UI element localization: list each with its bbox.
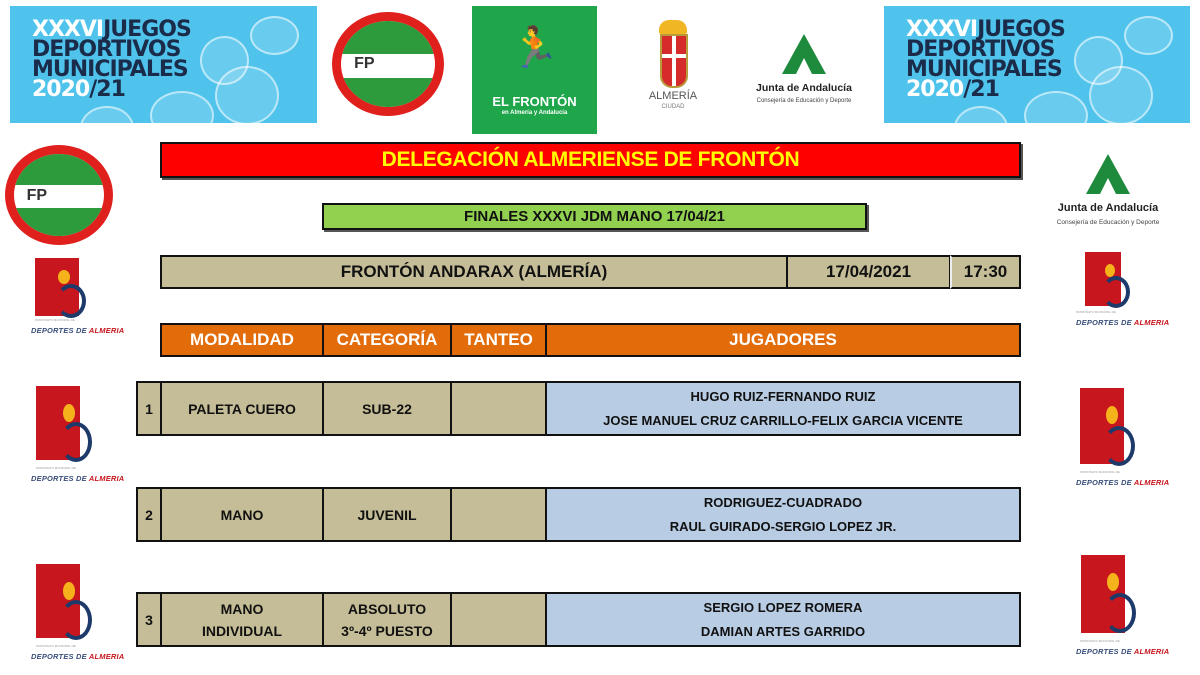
match-number: 1 <box>136 381 162 436</box>
patronato-deportes-logo: PATRONATO MUNICIPAL DE DEPORTES DE ALMERIA <box>8 564 128 664</box>
venue-name: FRONTÓN ANDARAX (ALMERÍA) <box>160 255 788 289</box>
venue-date: 17/04/2021 <box>786 255 951 289</box>
column-header-modalidad: MODALIDAD <box>160 323 324 357</box>
match-jugadores <box>545 592 1021 647</box>
jdm-banner-left <box>10 6 317 123</box>
player-icon: 🏃 <box>509 26 560 70</box>
column-header-tanteo: TANTEO <box>450 323 547 357</box>
player-pair: RODRIGUEZ-CUADRADO <box>703 494 863 510</box>
player-pair: SERGIO LOPEZ ROMERA <box>703 599 863 615</box>
match-categoria: SUB-22 <box>322 381 452 436</box>
page-subtitle: FINALES XXXVI JDM MANO 17/04/21 <box>322 203 867 230</box>
patronato-deportes-logo: PATRONATO MUNICIPAL DE DEPORTES DE ALMERIA <box>1060 388 1180 488</box>
patronato-deportes-logo: PATRONATO MUNICIPAL DE DEPORTES DE ALMERIA <box>1060 555 1180 655</box>
junta-andalucia-logo-side: Junta de Andalucía Consejería de Educación y Deporte <box>1038 152 1178 232</box>
shield-icon <box>660 34 688 88</box>
jdm-banner-right <box>884 6 1190 123</box>
match-categoria: ABSOLUTO 3º-4º PUESTO <box>322 592 452 647</box>
match-tanteo[interactable] <box>450 381 547 436</box>
player-pair: HUGO RUIZ-FERNANDO RUIZ <box>690 388 876 404</box>
match-number: 3 <box>136 592 162 647</box>
match-modalidad: PALETA CUERO <box>160 381 324 436</box>
federacion-logo-top: FP <box>332 12 444 116</box>
venue-time: 17:30 <box>950 255 1021 289</box>
el-fronton-logo: 🏃 EL FRONTÓN en Almería y Andalucía <box>472 6 597 134</box>
banner-text: XXXVIJUEGOS DEPORTIVOS MUNICIPALES 2020/21 <box>32 17 191 102</box>
patronato-deportes-logo: PATRONATO MUNICIPAL DE DEPORTES DE ALMERIA <box>8 386 128 486</box>
banner-text: XXXVIJUEGOS DEPORTIVOS MUNICIPALES 2020/21 <box>906 17 1065 102</box>
column-header-categoria: CATEGORÍA <box>322 323 452 357</box>
match-modalidad: MANO <box>160 487 324 542</box>
player-pair: JOSE MANUEL CRUZ CARRILLO-FELIX GARCIA VICENTE <box>603 412 963 428</box>
column-header-jugadores: JUGADORES <box>545 323 1021 357</box>
match-categoria: JUVENIL <box>322 487 452 542</box>
patronato-deportes-logo: PATRONATO MUNICIPAL DE DEPORTES DE ALMERIA <box>8 258 128 338</box>
player-pair: DAMIAN ARTES GARRIDO <box>700 623 866 639</box>
federacion-logo-side: FP <box>5 145 113 245</box>
match-jugadores <box>545 381 1021 436</box>
crown-icon <box>659 20 687 34</box>
junta-andalucia-logo-top: Junta de Andalucía Consejería de Educación y Deporte <box>735 32 873 112</box>
match-modalidad: MANO INDIVIDUAL <box>160 592 324 647</box>
patronato-deportes-logo: PATRONATO MUNICIPAL DE DEPORTES DE ALMERIA <box>1060 252 1180 332</box>
page-title: DELEGACIÓN ALMERIENSE DE FRONTÓN <box>160 142 1021 178</box>
match-tanteo[interactable] <box>450 592 547 647</box>
almeria-crest-logo: ALMERÍA CIUDAD <box>645 12 701 122</box>
match-number: 2 <box>136 487 162 542</box>
match-tanteo[interactable] <box>450 487 547 542</box>
player-pair: RAUL GUIRADO-SERGIO LOPEZ JR. <box>669 518 897 534</box>
match-jugadores <box>545 487 1021 542</box>
